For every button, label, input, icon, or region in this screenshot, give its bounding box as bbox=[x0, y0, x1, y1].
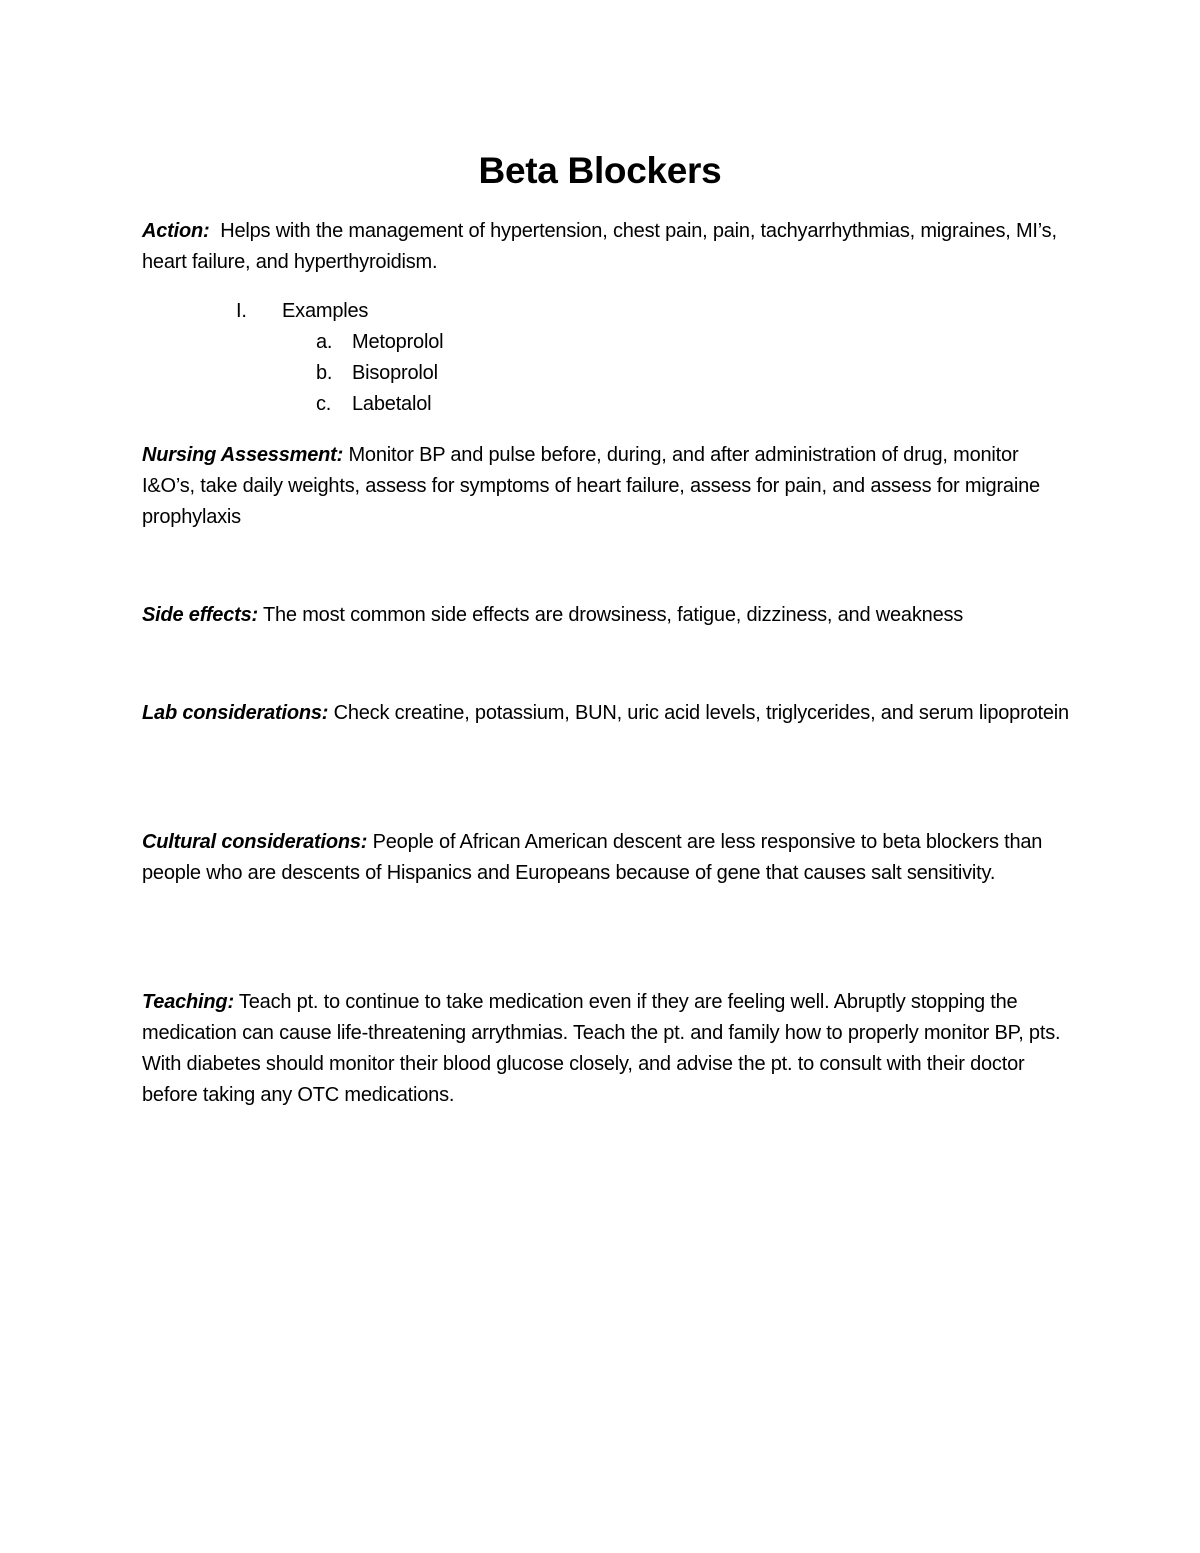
side-effects-section bbox=[142, 600, 1072, 631]
teaching-section bbox=[142, 987, 1072, 1111]
side-effects-label: Side effects: bbox=[142, 604, 258, 626]
lab-considerations-section bbox=[142, 698, 1072, 729]
list-item-marker: c. bbox=[316, 393, 332, 415]
examples-marker: I. bbox=[236, 300, 247, 322]
page-title: Beta Blockers bbox=[478, 150, 722, 191]
nursing-assessment-label: Nursing Assessment: bbox=[142, 444, 344, 466]
cultural-considerations-label: Cultural considerations: bbox=[142, 831, 368, 853]
nursing-assessment-section bbox=[142, 440, 1072, 533]
list-item-marker: a. bbox=[316, 331, 333, 353]
lab-considerations-label: Lab considerations: bbox=[142, 702, 329, 724]
teaching-label: Teaching: bbox=[142, 991, 234, 1013]
cultural-considerations-section bbox=[142, 827, 1072, 889]
action-label: Action: bbox=[142, 220, 210, 242]
list-item-text: Labetalol bbox=[352, 393, 432, 415]
list-item-marker: b. bbox=[316, 362, 333, 384]
examples-heading: Examples bbox=[282, 300, 369, 322]
action-text: Helps with the management of hypertension, chest pain, pain, tachyarrhythmias, migraines, MI’s, heart failure, and hyperthyroidism. bbox=[142, 220, 1057, 273]
side-effects-text: The most common side effects are drowsiness, fatigue, dizziness, and weakness bbox=[262, 604, 964, 626]
teaching-text: Teach pt. to continue to take medication even if they are feeling well. Abruptly stopping the medication can cause life-threatening arrythmias. Teach the pt. and family how to properly monitor BP, pts. With diabetes should monitor their blood glucose closely, and advise the pt. to consult with their doctor before taking any OTC medications. bbox=[142, 991, 1061, 1106]
list-item-text: Metoprolol bbox=[352, 331, 444, 353]
cultural-considerations-text: People of African American descent are less responsive to beta blockers than people who are descents of Hispanics and Europeans because of gene that causes salt sensitivity. bbox=[142, 831, 1043, 884]
nursing-assessment-text: Monitor BP and pulse before, during, and after administration of drug, monitor I&O’s, take daily weights, assess for symptoms of heart failure, assess for pain, and assess for migraine prophylaxis bbox=[142, 444, 1040, 528]
action-section bbox=[142, 216, 1072, 278]
lab-considerations-text: Check creatine, potassium, BUN, uric acid levels, triglycerides, and serum lipoprotein bbox=[333, 702, 1069, 724]
list-item-text: Bisoprolol bbox=[352, 362, 438, 384]
